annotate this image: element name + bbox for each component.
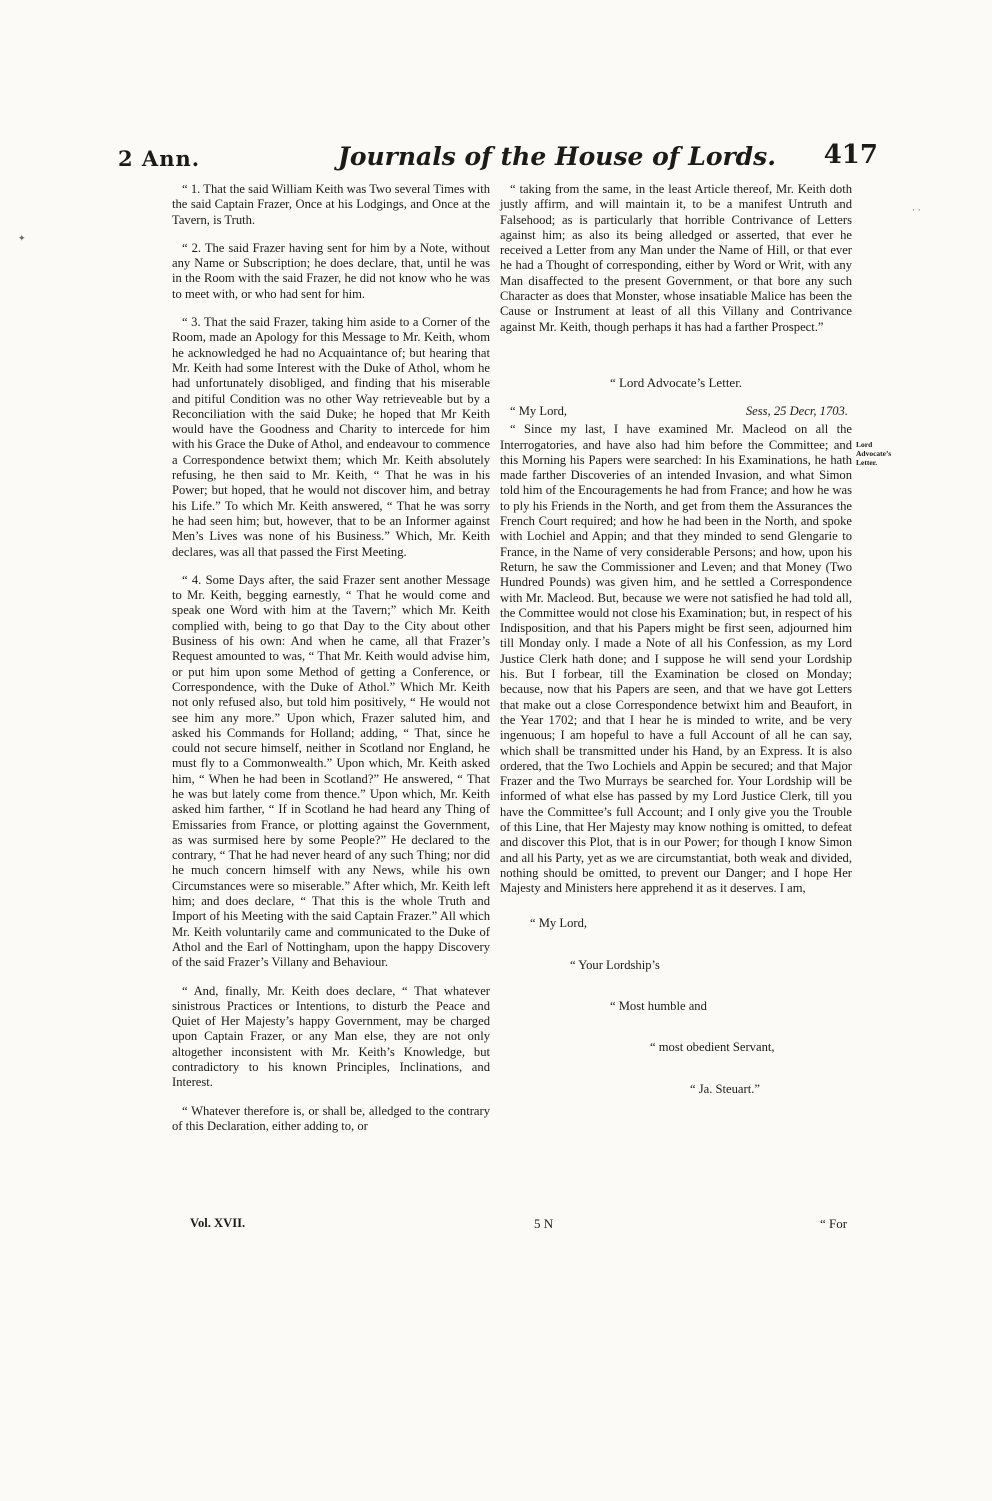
letter-salutation-line: [500, 404, 852, 422]
ink-speck: ✦: [18, 234, 26, 244]
closing-line: “ most obedient Servant,: [650, 1040, 775, 1055]
closing-line: “ My Lord,: [530, 916, 588, 931]
page-number: 417: [823, 140, 878, 170]
regnal-year: 2 Ann.: [118, 146, 201, 171]
salutation: “ My Lord,: [510, 404, 568, 419]
ink-speck: · ·: [912, 206, 921, 216]
letter-closing: [500, 916, 852, 1096]
paragraph: “ Whatever therefore is, or shall be, alledged to the contrary of this Declaration, either adding to, or: [172, 1103, 490, 1133]
catchword: “ For: [820, 1216, 848, 1231]
paragraph: “ 2. The said Frazer having sent for him by a Note, without any Name or Subscription; he does declare, that, until he was in the Room with the said Frazer, he did not know who he was to meet with, or who had sent for him.: [172, 240, 490, 301]
signature-mark: 5 N: [534, 1216, 554, 1231]
paragraph: “ 4. Some Days after, the said Frazer sent another Message to Mr. Keith, begging earnestly, “ That he would come and speak one Word with him at the Tavern;” which Mr. Keith complied with, being to go that Day to the City about other Business of his own: And when he came, all that Frazer’s Request amounted to was, “ That Mr. Keith would advise him, or put him upon some Method of getting a Conference, or Correspondence, with the Duke of Athol.” Which Mr. Keith not only refused also, but told him positively, “ He would not see him any more.” Upon which, Frazer saluted him, and asked his Commands for Holland; adding, “ That, since he could not secure himself, neither in Scotland nor England, he must fly to a Commonwealth.” Upon which, Mr. Keith asked him, “ When he had been in Scotland?” He answered, “ That he was but lately come from thence.” Upon which, Mr. Keith asked him farther, “ If in Scotland he had heard any Thing of Emissaries from France, or plotting against the Government, as was surmised here by some People?” He declared to the contrary, “ That he had never heard of any such Thing; nor did he much concern himself with any News, while his own Circumstances were so miserable.” After which, Mr. Keith left him; and does declare, “ That this is the whole Truth and Import of his Meeting with the said Captain Frazer.” All which Mr. Keith voluntarily came and communicated to the Duke of Athol and the Earl of Nottingham, upon the happy Discovery of the said Frazer’s Villany and Behaviour.: [172, 572, 490, 970]
right-column: [500, 182, 852, 1123]
letter-heading: “ Lord Advocate’s Letter.: [609, 374, 743, 390]
page-header: [118, 140, 878, 180]
closing-line: “ Most humble and: [610, 999, 707, 1014]
letter-body: “ Since my last, I have examined Mr. Macleod on all the Interrogatories, and have also had him before the Committee; and this Morning his Papers were searched: In his Examinations, he hath made farther Discoveries of an intended Invasion, and what Simon told him of the Encouragements he had from France; and how he was to ply his Friends in the North, and get from them the Assurances the French Court required; and how he had been in the North, and spoke with Lochiel and Appin; and that they minded to send Glengarie to France, in the Name of very considerable Persons; and how, upon his Return, he saw the Commissioner and Leven; and that Money (Two Hundred Pounds) was given him, and he settled a Correspondence with Mr. Macleod. But, because we were not satisfied he had told all, the Committee would not close his Examination; but, in respect of his Indisposition, and that his Papers might be first seen, adjourned him till Monday only. I made a Note of all his Confession, as my Lord Justice Clerk hath done; and I suppose he will send your Lordship his. But I forbear, till the Examination be closed on Monday; because, now that his Papers are seen, and that we have got Letters that make out a close Correspondence betwixt him and Beaufort, in the Year 1702; and that I hear he is minded to write, and be very ingenuous; I am hopeful to have a full Account of all he can say, which shall be transmitted under his Hand, by an Express. It is also ordered, that the Two Lochiels and Appin be secured; and that Major Frazer and the Two Murrays be searched for. Your Lordship will be informed of what else has passed by my Lord Justice Clerk, till you have the Committee’s full Account; and I only give you the Trouble of this Line, that Her Majesty may know nothing is omitted, to defeat and discover this Plot, that is in our Power; for though I know Simon and all his Party, yet as we are circumstantiat, both weak and divided, nothing should be omitted, to prevent our Danger; and I hope Her Majesty and Ministers here apprehend it as it deserves. I am,: [500, 422, 852, 896]
left-column: [172, 182, 490, 1134]
volume-footer: Vol. XVII.: [190, 1216, 246, 1230]
signature: “ Ja. Steuart.”: [690, 1081, 760, 1096]
paragraph: “ 3. That the said Frazer, taking him aside to a Corner of the Room, made an Apology for this Message to Mr. Keith, whom he acknowledged he had no Acquaintance of; but hearing that Mr. Keith had some Interest with the Duke of Athol, whom he had unfortunately disobliged, and finding that his miserable and pitiful Condition was no other Way retrieveable but by a Reconciliation with the said Duke; he hoped that Mr Keith would have the Goodness and Charity to intercede for him with his Grace the Duke of Athol, and endeavour to commence a Correspondence betwixt them; which Mr. Keith absolutely refusing, he then said to Mr. Keith, “ That he was in his Power; but hoped, that he would not discover him, and betray his Life.” To which Mr. Keith answered, “ That he was sorry he had seen him; but, however, that to be an Informer against Men’s Lives was none of his Business.” Which, Mr. Keith declares, was all that passed the First Meeting.: [172, 315, 490, 559]
dateline: Sess, 25 Decr, 1703.: [745, 404, 848, 419]
closing-line: “ Your Lordship’s: [570, 957, 660, 972]
marginal-note: Lord Advocate’s Letter.: [856, 440, 892, 467]
running-title: Journals of the House of Lords.: [338, 142, 776, 171]
paragraph: “ taking from the same, in the least Article thereof, Mr. Keith doth justly affirm, and will maintain it, to be a manifest Untruth and Falsehood; as is particularly that horrible Contrivance of Letters against him; as also its being alledged or asserted, that ever he received a Letter from any Man under the Name of Hill, or that ever he had a Thought of corresponding, either by Word or Writ, with any Man disaffected to the present Government, or that bore any such Character as does that Monster, whose insatiable Malice has been the Cause or Instrument at least of all this Villany and Contrivance against Mr. Keith, though perhaps it has had a farther Prospect.”: [500, 182, 852, 334]
paragraph: “ 1. That the said William Keith was Two several Times with the said Captain Frazer, Once at his Lodgings, and Once at the Tavern, is Truth.: [172, 182, 490, 227]
paragraph: “ And, finally, Mr. Keith does declare, “ That whatever sinistrous Practices or Intentions, to disturb the Peace and Quiet of Her Majesty’s happy Government, may be charged upon Captain Frazer, or any Man else, they are not only altogether inconsistent with Mr. Keith’s Knowledge, but contradictory to his known Principles, Inclinations, and Interest.: [172, 983, 490, 1090]
